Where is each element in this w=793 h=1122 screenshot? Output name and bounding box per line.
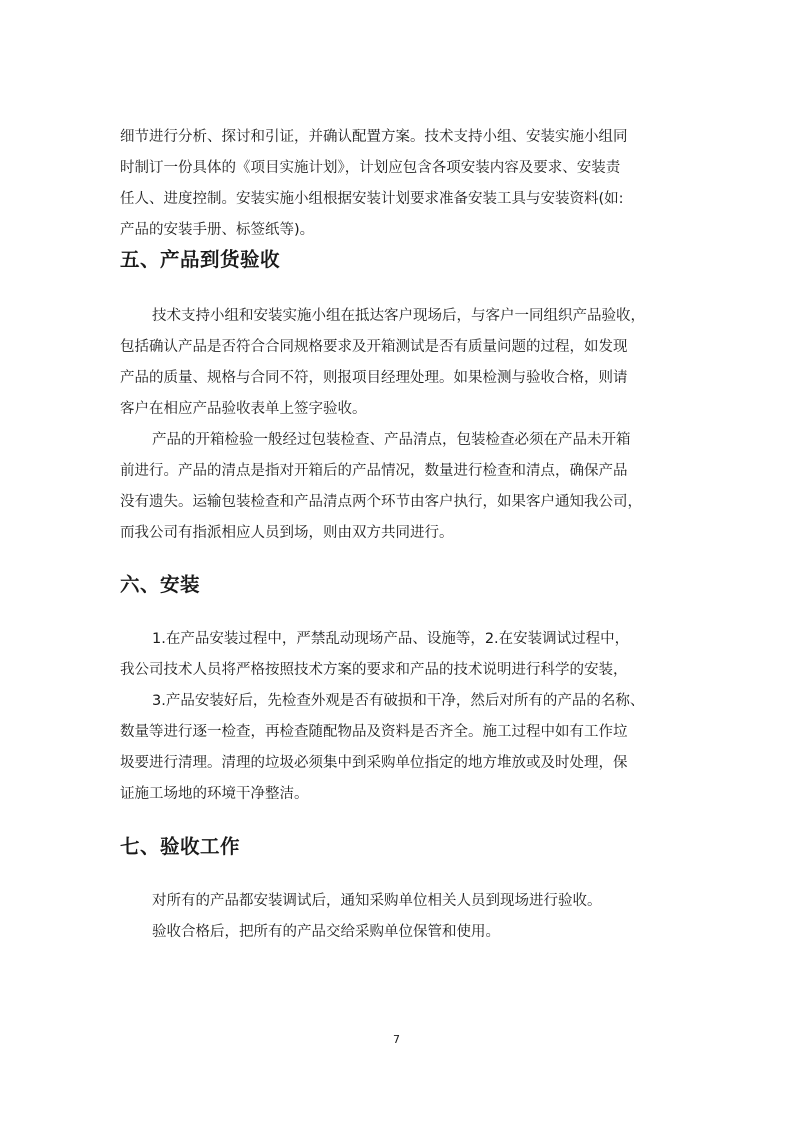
text-line: 对所有的产品都安装调试后，通知采购单位相关人员到现场进行验收。 <box>152 893 602 909</box>
text-line: 验收合格后，把所有的产品交给采购单位保管和使用。 <box>152 924 500 940</box>
text-line: 时制订一份具体的《项目实施计划》，计划应包含各项安装内容及要求、安装责 <box>120 160 621 176</box>
section-6-paragraph-1 <box>120 624 712 686</box>
text-line: 没有遗失。运输包装检查和产品清点两个环节由客户执行，如果客户通知我公司， <box>120 494 642 510</box>
section-7-paragraph-1 <box>120 886 712 917</box>
text-line: 任人、进度控制。安装实施小组根据安装计划要求准备安装工具与安装资料(如: <box>120 191 624 207</box>
text-line: 客户在相应产品验收表单上签字验收。 <box>120 401 367 417</box>
section-5-paragraph-2 <box>120 425 712 549</box>
text-line: 证施工场地的环境干净整洁。 <box>120 786 309 802</box>
text-line: 前进行。产品的清点是指对开箱后的产品情况，数量进行检查和清点，确保产品 <box>120 463 628 479</box>
page-number: 7 <box>393 1033 400 1046</box>
intro-paragraph <box>120 122 680 246</box>
section-5-paragraph-1 <box>120 301 712 425</box>
text-line: 包括确认产品是否符合合同规格要求及开箱测试是否有质量问题的过程，如发现 <box>120 339 628 355</box>
text-line: 产品的安装手册、标签纸等)。 <box>120 222 315 238</box>
text-line: 1.在产品安装过程中，严禁乱动现场产品、设施等，2.在安装调试过程中， <box>152 631 630 647</box>
section-heading-7: 七、验收工作 <box>120 835 241 858</box>
text-line: 我公司技术人员将严格按照技术方案的要求和产品的技术说明进行科学的安装， <box>120 662 628 678</box>
text-line: 3.产品安装好后，先检查外观是否有破损和干净，然后对所有的产品的名称、 <box>152 693 645 709</box>
text-line: 技术支持小组和安装实施小组在抵达客户现场后，与客户一同组织产品验收， <box>152 308 645 324</box>
section-heading-5: 五、产品到货验收 <box>120 248 281 271</box>
section-heading-6: 六、安装 <box>120 573 201 596</box>
text-line: 数量等进行逐一检查，再检查随配物品及资料是否齐全。施工过程中如有工作垃 <box>120 724 628 740</box>
text-line: 细节进行分析、探讨和引证，并确认配置方案。技术支持小组、安装实施小组同 <box>120 129 628 145</box>
section-7-paragraph-2 <box>120 917 712 948</box>
text-line: 产品的质量、规格与合同不符，则报项目经理处理。如果检测与验收合格，则请 <box>120 370 628 386</box>
text-line: 圾要进行清理。清理的垃圾必须集中到采购单位指定的地方堆放或及时处理，保 <box>120 755 628 771</box>
text-line: 产品的开箱检验一般经过包装检查、产品清点，包装检查必须在产品未开箱 <box>152 432 631 448</box>
section-6-paragraph-2 <box>120 686 712 810</box>
text-line: 而我公司有指派相应人员到场，则由双方共同进行。 <box>120 525 454 541</box>
